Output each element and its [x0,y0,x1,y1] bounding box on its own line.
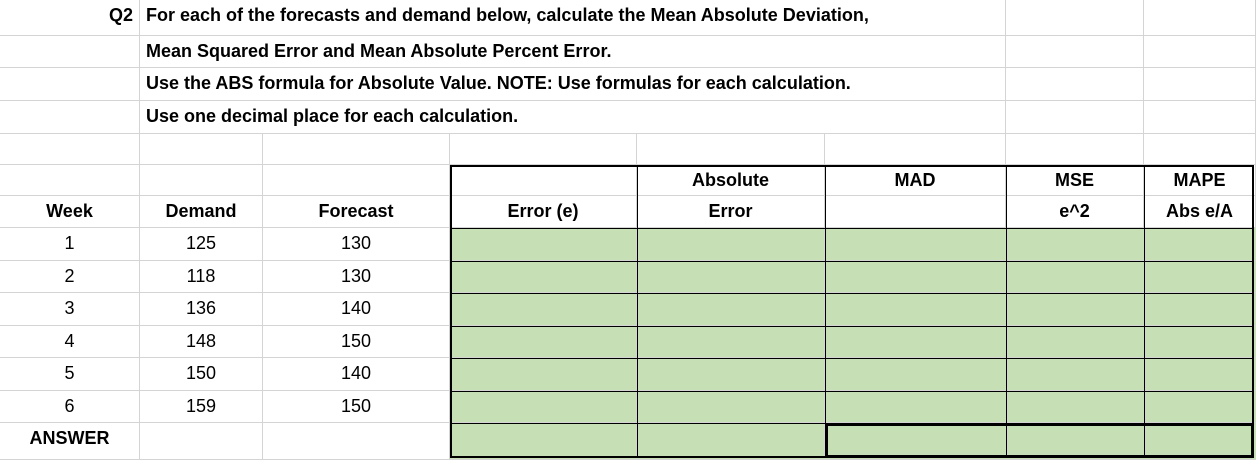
input-cell[interactable] [1144,293,1256,326]
cell-r2-c6[interactable] [1006,68,1144,101]
input-cell[interactable] [825,261,1006,293]
question-label[interactable]: Q2 [0,0,140,36]
cell-r5-c1[interactable] [140,165,263,196]
answer-input-cell[interactable] [1006,423,1144,460]
cell-r5-c2[interactable] [263,165,450,196]
input-cell[interactable] [1006,228,1144,261]
cell-r4-c1[interactable] [140,134,263,165]
input-cell[interactable] [825,358,1006,391]
header-forecast[interactable]: Forecast [263,196,450,228]
input-cell[interactable] [825,326,1006,358]
input-cell[interactable] [637,326,825,358]
input-cell[interactable] [450,391,637,423]
week-cell[interactable]: 4 [0,326,140,358]
cell-r4-c7[interactable] [1144,134,1256,165]
input-cell[interactable] [1144,358,1256,391]
input-cell[interactable] [825,228,1006,261]
cell-r2-c0[interactable] [0,68,140,101]
cell-r13-c1[interactable] [140,423,263,460]
header-week[interactable]: Week [0,196,140,228]
demand-cell[interactable]: 159 [140,391,263,423]
forecast-cell[interactable]: 140 [263,358,450,391]
input-cell[interactable] [450,261,637,293]
header-demand[interactable]: Demand [140,196,263,228]
cell-r4-c3[interactable] [450,134,637,165]
header-top-0[interactable] [450,165,637,196]
input-cell[interactable] [1144,326,1256,358]
week-cell[interactable]: 6 [0,391,140,423]
cell-r4-c6[interactable] [1006,134,1144,165]
question-line-2[interactable]: Mean Squared Error and Mean Absolute Percent Error. [140,36,1006,68]
forecast-cell[interactable]: 130 [263,261,450,293]
input-cell[interactable] [637,261,825,293]
header-top-1[interactable]: Absolute [637,165,825,196]
week-cell[interactable]: 5 [0,358,140,391]
input-cell[interactable] [1006,293,1144,326]
input-cell[interactable] [637,293,825,326]
cell-r4-c4[interactable] [637,134,825,165]
forecast-cell[interactable]: 130 [263,228,450,261]
cell-r4-c5[interactable] [825,134,1006,165]
cell-r0-c7[interactable] [1144,0,1256,36]
cell-r5-c0[interactable] [0,165,140,196]
input-cell[interactable] [450,228,637,261]
input-cell[interactable] [1006,358,1144,391]
week-cell[interactable]: 1 [0,228,140,261]
input-cell[interactable] [825,293,1006,326]
header-top-2[interactable]: MAD [825,165,1006,196]
cell-r1-c6[interactable] [1006,36,1144,68]
header-bottom-4[interactable]: Abs e/A [1144,196,1256,228]
forecast-cell[interactable]: 150 [263,391,450,423]
demand-cell[interactable]: 150 [140,358,263,391]
cell-r4-c2[interactable] [263,134,450,165]
cell-r3-c7[interactable] [1144,101,1256,134]
answer-input-cell[interactable] [637,423,825,460]
input-cell[interactable] [450,326,637,358]
header-bottom-0[interactable]: Error (e) [450,196,637,228]
header-bottom-2[interactable] [825,196,1006,228]
cell-r1-c0[interactable] [0,36,140,68]
question-line-3[interactable]: Use the ABS formula for Absolute Value. NOTE: Use formulas for each calculation. [140,68,1006,101]
cell-r3-c0[interactable] [0,101,140,134]
input-cell[interactable] [825,391,1006,423]
header-bottom-3[interactable]: e^2 [1006,196,1144,228]
answer-input-cell[interactable] [825,423,1006,460]
cell-r2-c7[interactable] [1144,68,1256,101]
week-cell[interactable]: 2 [0,261,140,293]
input-cell[interactable] [1006,326,1144,358]
cell-r0-c6[interactable] [1006,0,1144,36]
input-cell[interactable] [637,358,825,391]
input-cell[interactable] [637,391,825,423]
input-cell[interactable] [1006,391,1144,423]
input-cell[interactable] [450,358,637,391]
question-line-4[interactable]: Use one decimal place for each calculation. [140,101,1006,134]
input-cell[interactable] [450,293,637,326]
cell-r4-c0[interactable] [0,134,140,165]
demand-cell[interactable]: 148 [140,326,263,358]
answer-input-cell[interactable] [450,423,637,460]
header-top-3[interactable]: MSE [1006,165,1144,196]
input-cell[interactable] [637,228,825,261]
header-top-4[interactable]: MAPE [1144,165,1256,196]
input-cell[interactable] [1144,261,1256,293]
demand-cell[interactable]: 125 [140,228,263,261]
cell-r13-c2[interactable] [263,423,450,460]
forecast-cell[interactable]: 150 [263,326,450,358]
demand-cell[interactable]: 118 [140,261,263,293]
input-cell[interactable] [1006,261,1144,293]
cell-r3-c6[interactable] [1006,101,1144,134]
header-bottom-1[interactable]: Error [637,196,825,228]
question-line-1[interactable]: For each of the forecasts and demand below, calculate the Mean Absolute Deviation, [140,0,1006,36]
input-cell[interactable] [1144,228,1256,261]
answer-input-cell[interactable] [1144,423,1256,460]
week-cell[interactable]: 3 [0,293,140,326]
forecast-cell[interactable]: 140 [263,293,450,326]
answer-label[interactable]: ANSWER [0,423,140,460]
input-cell[interactable] [1144,391,1256,423]
demand-cell[interactable]: 136 [140,293,263,326]
cell-r1-c7[interactable] [1144,36,1256,68]
